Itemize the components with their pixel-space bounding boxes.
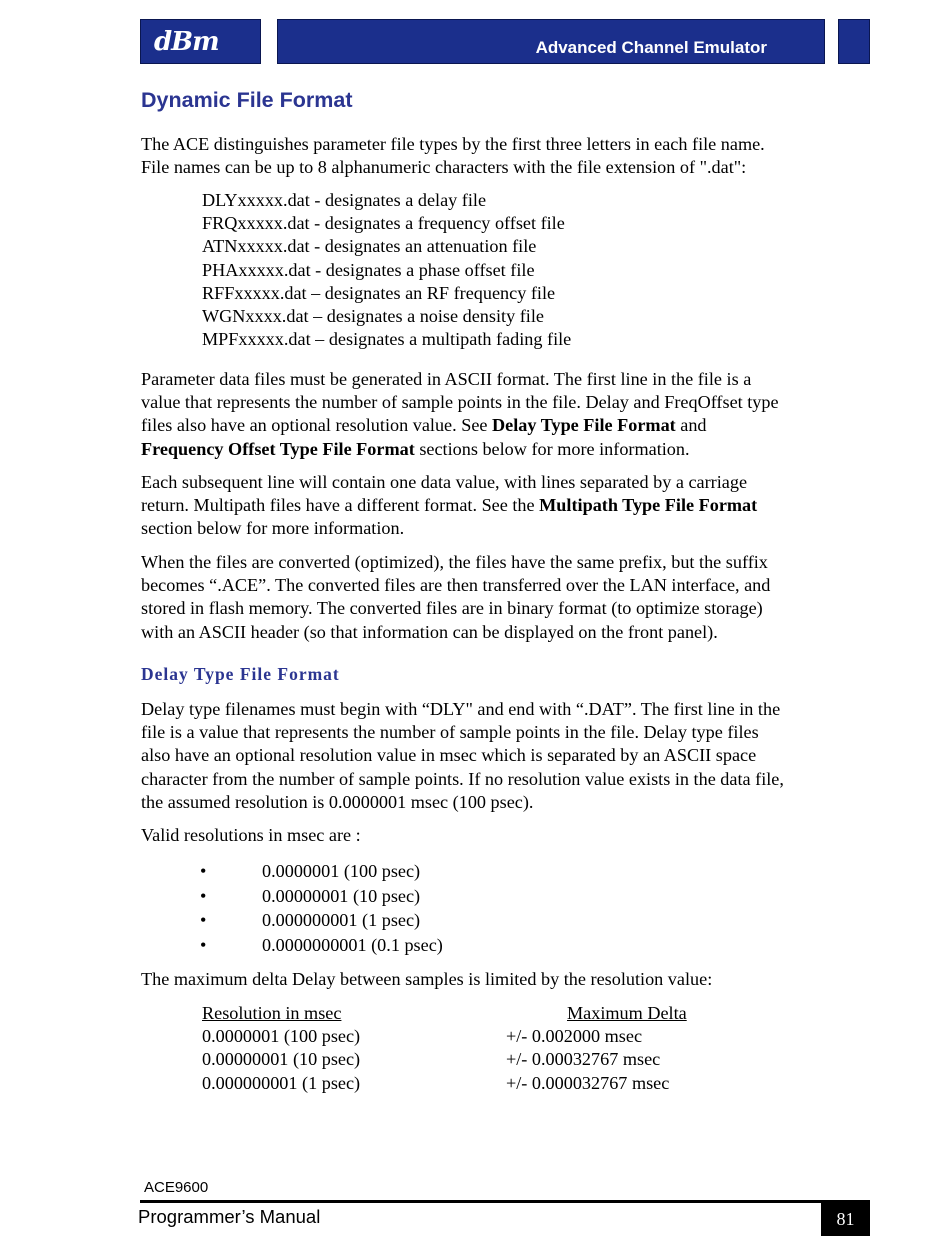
header-banner xyxy=(277,19,825,64)
text-run: return. Multipath files have a different format. See the xyxy=(141,495,540,516)
paragraph-line: the assumed resolution is 0.0000001 msec (100 psec). xyxy=(141,791,534,812)
file-type-item: DLYxxxxx.dat - designates a delay file xyxy=(202,190,487,210)
paragraph-line: The maximum delta Delay between samples is limited by the resolution value: xyxy=(141,969,713,989)
bullet-icon: • xyxy=(200,885,207,906)
file-type-item: RFFxxxxx.dat – designates an RF frequency file xyxy=(202,282,556,303)
paragraph-line: with an ASCII header (so that information can be displayed on the front panel). xyxy=(141,621,718,642)
table-cell: 0.00000001 (10 psec) xyxy=(202,1049,361,1070)
paragraph-line: Delay type filenames must begin with “DLY" and end with “.DAT”. The first line in the xyxy=(141,699,781,719)
subsection-title: Delay Type File Format xyxy=(141,664,340,684)
paragraph-line xyxy=(141,414,871,437)
paragraph-line: When the files are converted (optimized), the files have the same prefix, but the suffix xyxy=(141,552,768,572)
paragraph-line: Each subsequent line will contain one data value, with lines separated by a carriage xyxy=(141,472,748,492)
table-header-cell xyxy=(506,1002,687,1025)
multipath-format-reference: Multipath Type File Format xyxy=(539,495,758,516)
text-run: sections below for more information. xyxy=(414,438,690,459)
table-row xyxy=(202,1025,687,1048)
intro-line: The ACE distinguishes parameter file types by the first three letters in each file name. xyxy=(141,134,765,154)
file-type-list xyxy=(141,189,932,351)
ascii-format-paragraph xyxy=(141,368,871,461)
table-header-cell xyxy=(202,1002,506,1025)
table-cell: +/- 0.002000 msec xyxy=(506,1026,643,1047)
page-number: 81 xyxy=(821,1203,870,1236)
text-run: files also have an optional resolution value. See xyxy=(141,415,493,436)
paragraph-line: file is a value that represents the number of sample points in the file. Delay type files xyxy=(141,722,759,743)
list-item-text: 0.0000001 (100 psec) xyxy=(262,861,421,881)
valid-resolutions-intro xyxy=(141,824,871,847)
list-item xyxy=(141,933,871,958)
paragraph-line: character from the number of sample points. If no resolution value exists in the data file, xyxy=(141,768,784,789)
table-header-row xyxy=(202,1002,687,1025)
valid-resolutions-list xyxy=(141,859,871,957)
paragraph-line xyxy=(141,438,871,461)
delay-format-reference: Delay Type File Format xyxy=(492,415,676,436)
header-text: Resolution in msec xyxy=(202,1003,342,1023)
file-type-item: FRQxxxxx.dat - designates a frequency offset file xyxy=(202,213,565,234)
paragraph-line: Valid resolutions in msec are : xyxy=(141,825,361,845)
paragraph-line: value that represents the number of sample points in the file. Delay and FreqOffset type xyxy=(141,392,779,413)
resolution-table xyxy=(141,1002,871,1095)
file-type-item: ATNxxxxx.dat - designates an attenuation file xyxy=(202,236,537,257)
paragraph-line: section below for more information. xyxy=(141,518,405,539)
footer-manual-title: Programmer’s Manual xyxy=(138,1206,321,1227)
list-item xyxy=(141,908,871,933)
table-row xyxy=(202,1048,687,1071)
header-text: Maximum Delta xyxy=(567,1003,687,1023)
footer-divider xyxy=(140,1200,870,1203)
subsequent-lines-paragraph xyxy=(141,471,871,541)
bullet-icon: • xyxy=(200,861,207,881)
paragraph-line: becomes “.ACE”. The converted files are then transferred over the LAN interface, and xyxy=(141,575,771,596)
list-item-text: 0.000000001 (1 psec) xyxy=(262,910,421,931)
footer-model: ACE9600 xyxy=(144,1179,209,1196)
table-row xyxy=(202,1072,687,1095)
bullet-icon: • xyxy=(200,910,207,931)
header-corner-box xyxy=(838,19,870,64)
file-type-item: WGNxxxx.dat – designates a noise density file xyxy=(202,306,544,327)
file-type-item: MPFxxxxx.dat – designates a multipath fading file xyxy=(202,329,572,350)
paragraph-line: Parameter data files must be generated in ASCII format. The first line in the file is a xyxy=(141,369,752,389)
logo-text: dBm xyxy=(154,26,219,57)
file-type-item: PHAxxxxx.dat - designates a phase offset file xyxy=(202,259,535,280)
table-cell: +/- 0.000032767 msec xyxy=(506,1072,670,1093)
paragraph-line: stored in flash memory. The converted files are in binary format (to optimize storage) xyxy=(141,598,763,619)
intro-line: File names can be up to 8 alphanumeric characters with the file extension of ".dat": xyxy=(141,157,747,178)
intro-paragraph xyxy=(141,133,871,179)
paragraph-line xyxy=(141,494,871,517)
list-item xyxy=(141,859,871,884)
delay-type-paragraph xyxy=(141,698,871,814)
text-run: and xyxy=(675,415,707,436)
frequency-format-reference: Frequency Offset Type File Format xyxy=(141,438,415,459)
table-cell: 0.000000001 (1 psec) xyxy=(202,1072,361,1093)
bullet-icon: • xyxy=(200,934,207,955)
dbm-logo xyxy=(140,19,261,64)
max-delta-intro xyxy=(141,968,871,991)
section-title: Dynamic File Format xyxy=(141,88,353,112)
paragraph-line: also have an optional resolution value in msec which is separated by an ASCII space xyxy=(141,745,757,766)
header-title: Advanced Channel Emulator xyxy=(535,38,767,57)
list-item-text: 0.0000000001 (0.1 psec) xyxy=(262,934,443,955)
table-cell: 0.0000001 (100 psec) xyxy=(202,1026,361,1047)
table-cell: +/- 0.00032767 msec xyxy=(506,1049,661,1070)
list-item xyxy=(141,884,871,909)
converted-files-paragraph xyxy=(141,551,871,644)
list-item-text: 0.00000001 (10 psec) xyxy=(262,885,421,906)
